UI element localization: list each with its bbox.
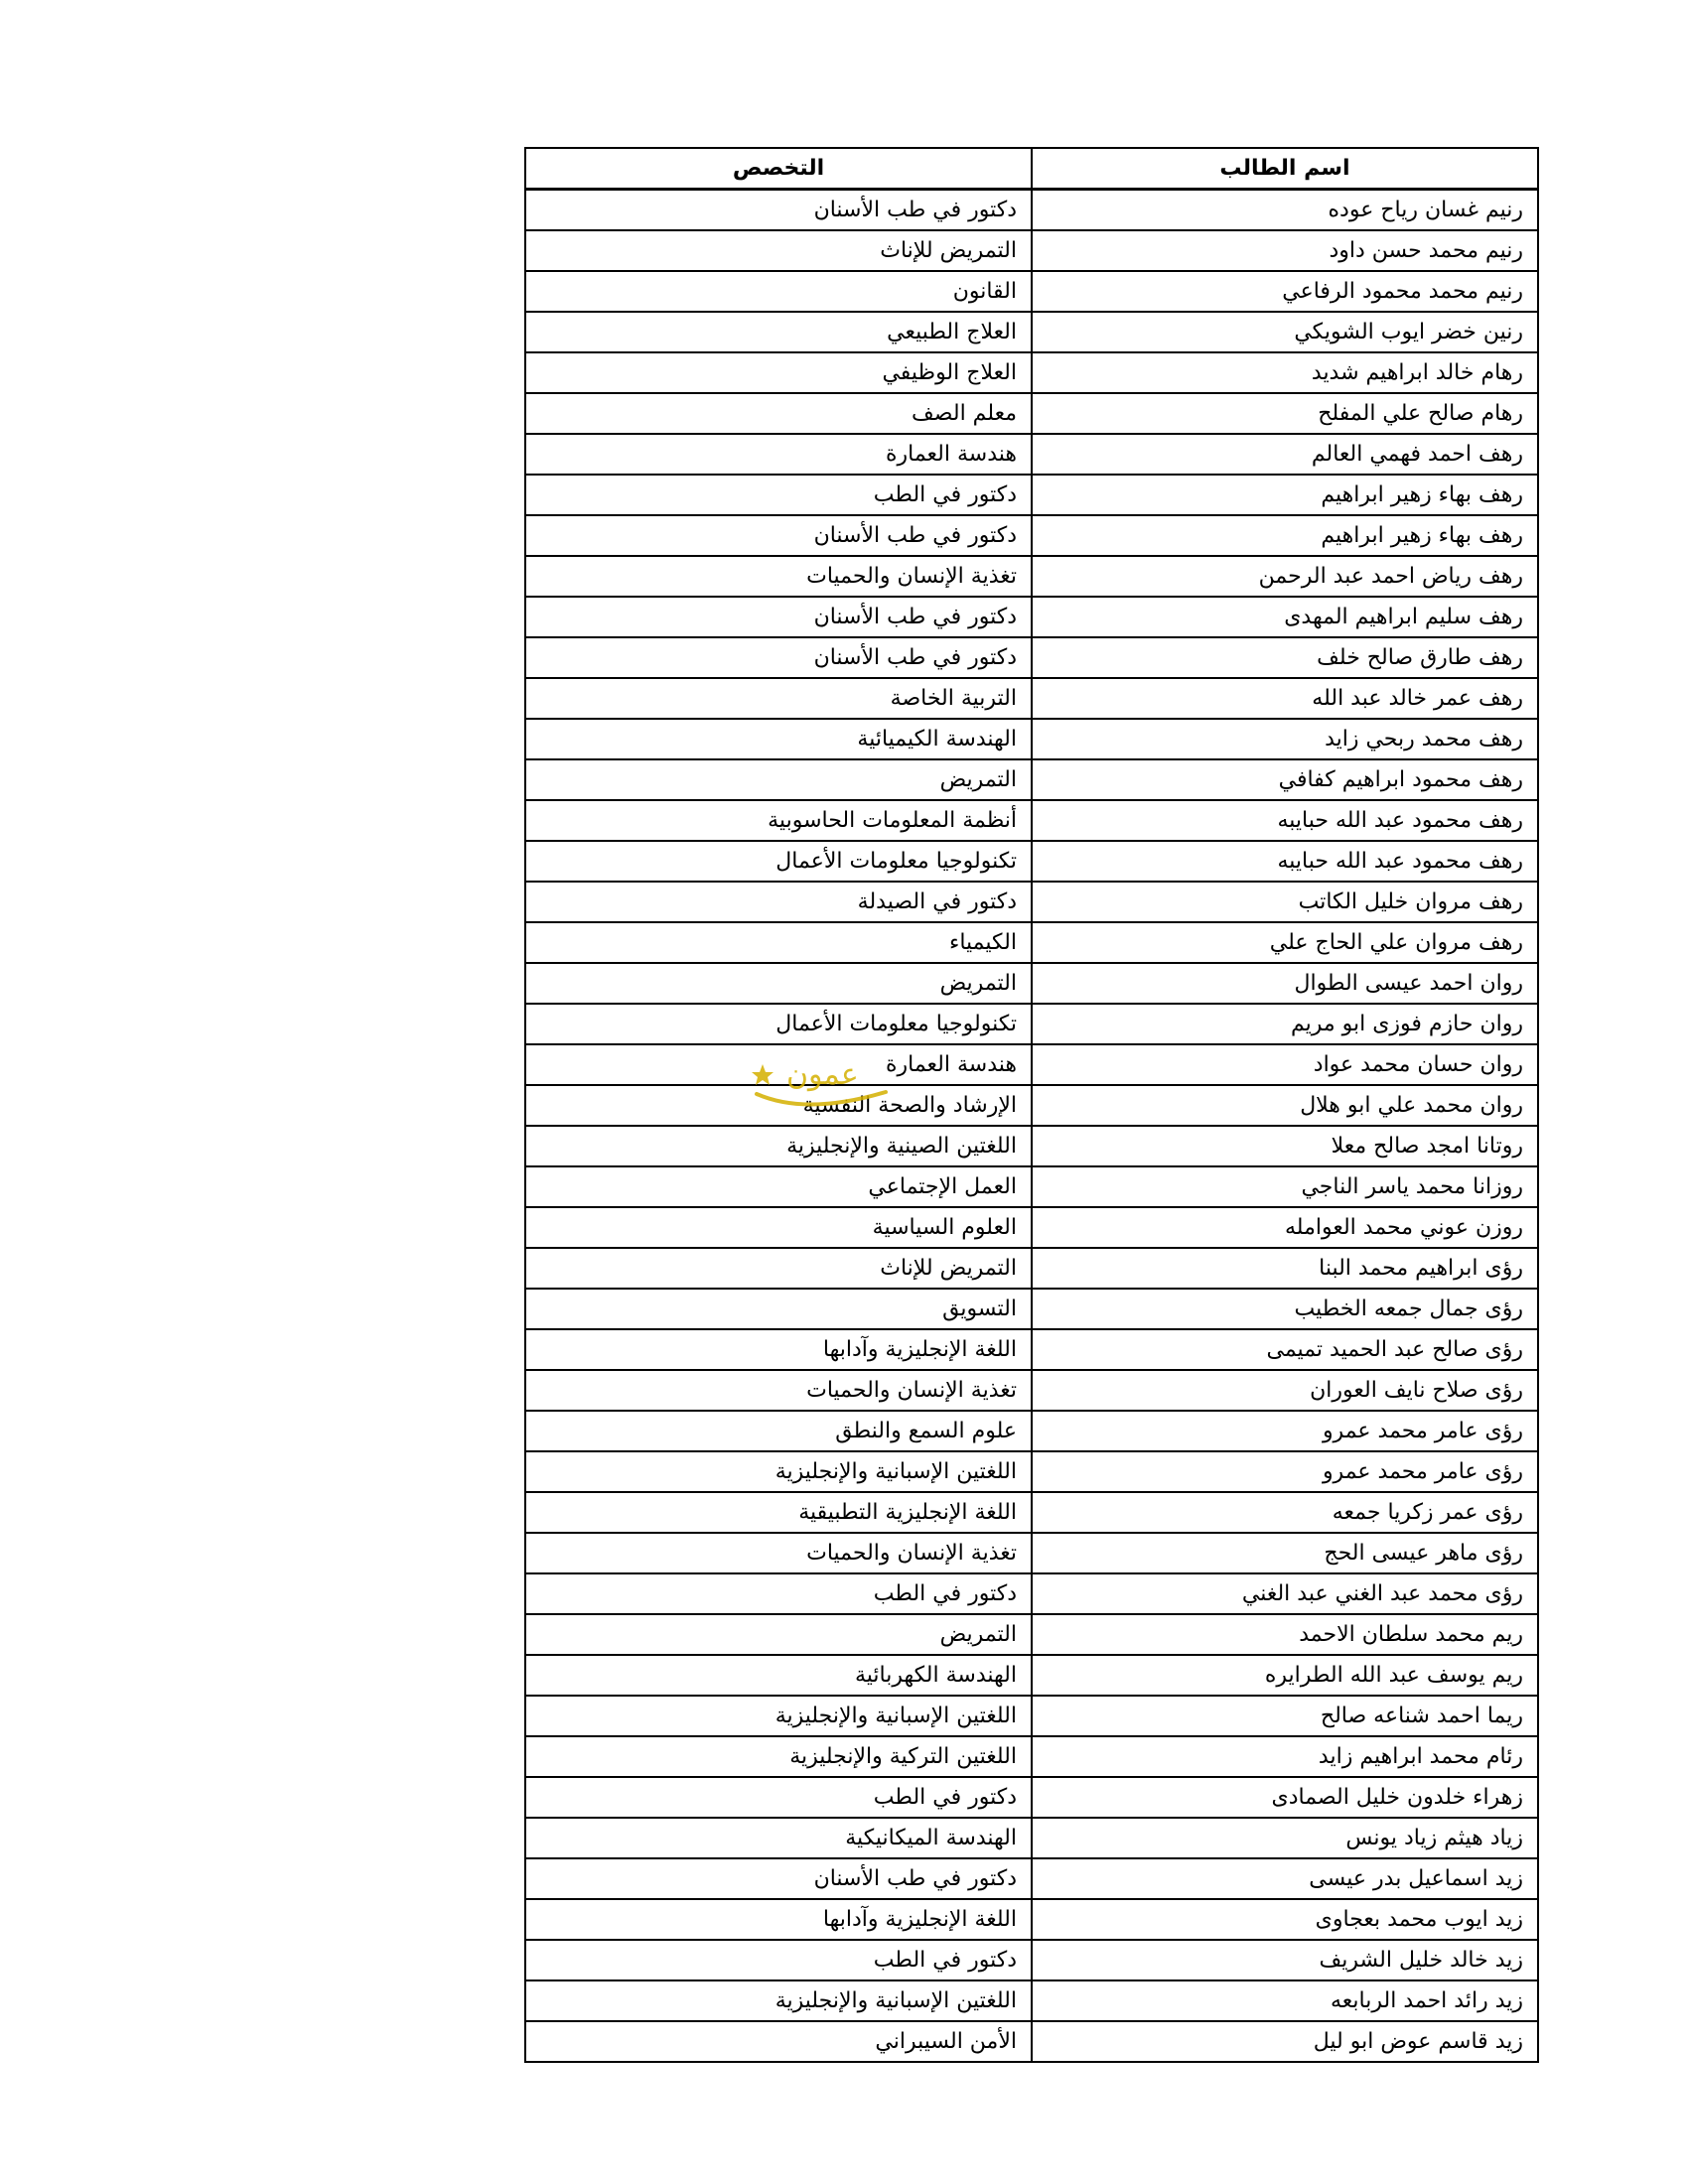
student-name-cell: ريم يوسف عبد الله الطرايره — [1032, 1655, 1538, 1696]
major-cell: تغذية الإنسان والحميات — [525, 556, 1032, 597]
major-cell: التمريض للإناث — [525, 230, 1032, 271]
major-cell: دكتور في طب الأسنان — [525, 637, 1032, 678]
table-row — [525, 800, 1538, 841]
table-row — [525, 1085, 1538, 1126]
student-name-cell: روزن عوني محمد العوامله — [1032, 1207, 1538, 1248]
table-row — [525, 312, 1538, 352]
table-row — [525, 1207, 1538, 1248]
table-row — [525, 678, 1538, 719]
student-name-cell: رئام محمد ابراهيم زايد — [1032, 1736, 1538, 1777]
student-name-cell: رهف محمد ربحي زايد — [1032, 719, 1538, 759]
student-name-cell: روان حازم فوزى ابو مريم — [1032, 1004, 1538, 1044]
table-header — [525, 148, 1538, 190]
major-cell: اللغة الإنجليزية التطبيقية — [525, 1492, 1032, 1533]
major-cell: اللغتين الصينية والإنجليزية — [525, 1126, 1032, 1166]
table-row — [525, 1940, 1538, 1980]
major-cell: التمريض للإناث — [525, 1248, 1032, 1289]
student-name-cell: روان محمد علي ابو هلال — [1032, 1085, 1538, 1126]
major-cell: دكتور في الطب — [525, 475, 1032, 515]
table-row — [525, 1736, 1538, 1777]
table-row — [525, 597, 1538, 637]
major-cell: تكنولوجيا معلومات الأعمال — [525, 841, 1032, 882]
table-row — [525, 1573, 1538, 1614]
major-cell: اللغتين الإسبانية والإنجليزية — [525, 1451, 1032, 1492]
student-name-cell: زهراء خلدون خليل الصمادى — [1032, 1777, 1538, 1818]
student-name-cell: رهف سليم ابراهيم المهدى — [1032, 597, 1538, 637]
student-name-cell: زيد رائد احمد الربابعه — [1032, 1980, 1538, 2021]
header-row — [525, 148, 1538, 190]
student-name-cell: زيد ايوب محمد بعجاوى — [1032, 1899, 1538, 1940]
table-row — [525, 922, 1538, 963]
table-row — [525, 1248, 1538, 1289]
student-name-cell: رؤى جمال جمعه الخطيب — [1032, 1289, 1538, 1329]
student-name-cell: زيد اسماعيل بدر عيسى — [1032, 1858, 1538, 1899]
student-name-cell: رؤى صالح عبد الحميد تميمى — [1032, 1329, 1538, 1370]
students-table — [524, 147, 1539, 2063]
table-row — [525, 1411, 1538, 1451]
major-cell: دكتور في طب الأسنان — [525, 515, 1032, 556]
major-cell: دكتور في الطب — [525, 1940, 1032, 1980]
header-major: التخصص — [525, 148, 1032, 190]
table-row — [525, 1126, 1538, 1166]
table-row — [525, 1289, 1538, 1329]
major-cell: هندسة العمارة — [525, 1044, 1032, 1085]
student-name-cell: ريم محمد سلطان الاحمد — [1032, 1614, 1538, 1655]
table-row — [525, 719, 1538, 759]
major-cell: دكتور في الطب — [525, 1777, 1032, 1818]
table-row — [525, 352, 1538, 393]
major-cell: الهندسة الكيميائية — [525, 719, 1032, 759]
student-name-cell: رهف رياض احمد عبد الرحمن — [1032, 556, 1538, 597]
student-name-cell: رهف محمود عبد الله حبايبه — [1032, 800, 1538, 841]
table-row — [525, 963, 1538, 1004]
table-row — [525, 556, 1538, 597]
student-name-cell: رؤى ابراهيم محمد البنا — [1032, 1248, 1538, 1289]
major-cell: دكتور في الطب — [525, 1573, 1032, 1614]
table-row — [525, 190, 1538, 231]
student-name-cell: روتانا امجد صالح معلا — [1032, 1126, 1538, 1166]
student-name-cell: رهام صالح علي المفلح — [1032, 393, 1538, 434]
major-cell: القانون — [525, 271, 1032, 312]
table-row — [525, 393, 1538, 434]
table-row — [525, 1044, 1538, 1085]
major-cell: الهندسة الميكانيكية — [525, 1818, 1032, 1858]
student-name-cell: رؤى محمد عبد الغني عبد الغني — [1032, 1573, 1538, 1614]
major-cell: اللغتين الإسبانية والإنجليزية — [525, 1980, 1032, 2021]
table-row — [525, 1614, 1538, 1655]
major-cell: اللغتين التركية والإنجليزية — [525, 1736, 1032, 1777]
major-cell: التمريض — [525, 1614, 1032, 1655]
major-cell: اللغة الإنجليزية وآدابها — [525, 1329, 1032, 1370]
major-cell: علوم السمع والنطق — [525, 1411, 1032, 1451]
major-cell: الكيمياء — [525, 922, 1032, 963]
table-row — [525, 1818, 1538, 1858]
major-cell: اللغتين الإسبانية والإنجليزية — [525, 1696, 1032, 1736]
major-cell: دكتور في الصيدلة — [525, 882, 1032, 922]
student-name-cell: رنيم محمد حسن داود — [1032, 230, 1538, 271]
table-row — [525, 1166, 1538, 1207]
student-name-cell: رهف احمد فهمي العالم — [1032, 434, 1538, 475]
student-name-cell: رهف عمر خالد عبد الله — [1032, 678, 1538, 719]
table-row — [525, 1370, 1538, 1411]
major-cell: هندسة العمارة — [525, 434, 1032, 475]
student-name-cell: رنيم غسان رياح عوده — [1032, 190, 1538, 231]
student-name-cell: رؤى عامر محمد عمرو — [1032, 1451, 1538, 1492]
major-cell: دكتور في طب الأسنان — [525, 597, 1032, 637]
student-name-cell: رؤى عمر زكريا جمعه — [1032, 1492, 1538, 1533]
table-row — [525, 230, 1538, 271]
student-name-cell: رهف محمود ابراهيم كفافي — [1032, 759, 1538, 800]
table-row — [525, 1533, 1538, 1573]
header-student-name: اسم الطالب — [1032, 148, 1538, 190]
table-row — [525, 434, 1538, 475]
table-row — [525, 759, 1538, 800]
table-row — [525, 882, 1538, 922]
student-name-cell: رهام خالد ابراهيم شديد — [1032, 352, 1538, 393]
student-name-cell: رهف مروان علي الحاج علي — [1032, 922, 1538, 963]
major-cell: التمريض — [525, 759, 1032, 800]
table-row — [525, 1004, 1538, 1044]
student-name-cell: رهف طارق صالح خلف — [1032, 637, 1538, 678]
student-name-cell: رنيم محمد محمود الرفاعي — [1032, 271, 1538, 312]
major-cell: تغذية الإنسان والحميات — [525, 1370, 1032, 1411]
student-name-cell: رؤى صلاح نايف العوران — [1032, 1370, 1538, 1411]
table-row — [525, 1655, 1538, 1696]
major-cell: معلم الصف — [525, 393, 1032, 434]
watermark-text: عمون — [786, 1057, 859, 1092]
student-name-cell: رهف بهاء زهير ابراهيم — [1032, 475, 1538, 515]
major-cell: العلاج الطبيعي — [525, 312, 1032, 352]
major-cell: التمريض — [525, 963, 1032, 1004]
major-cell: تغذية الإنسان والحميات — [525, 1533, 1032, 1573]
student-name-cell: رؤى عامر محمد عمرو — [1032, 1411, 1538, 1451]
student-name-cell: رهف محمود عبد الله حبايبه — [1032, 841, 1538, 882]
major-cell: تكنولوجيا معلومات الأعمال — [525, 1004, 1032, 1044]
table-row — [525, 475, 1538, 515]
major-cell: دكتور في طب الأسنان — [525, 190, 1032, 231]
major-cell: الإرشاد والصحة النفسية — [525, 1085, 1032, 1126]
table-row — [525, 1329, 1538, 1370]
major-cell: دكتور في طب الأسنان — [525, 1858, 1032, 1899]
major-cell: العلاج الوظيفي — [525, 352, 1032, 393]
major-cell: العلوم السياسية — [525, 1207, 1032, 1248]
major-cell: اللغة الإنجليزية وآدابها — [525, 1899, 1032, 1940]
student-name-cell: روزانا محمد ياسر الناجي — [1032, 1166, 1538, 1207]
major-cell: التربية الخاصة — [525, 678, 1032, 719]
table-row — [525, 1492, 1538, 1533]
table-row — [525, 2021, 1538, 2062]
table-body — [525, 190, 1538, 2063]
major-cell: العمل الإجتماعي — [525, 1166, 1032, 1207]
student-name-cell: زيد قاسم عوض ابو ليل — [1032, 2021, 1538, 2062]
student-name-cell: ريما احمد شناعه صالح — [1032, 1696, 1538, 1736]
table-row — [525, 1451, 1538, 1492]
major-cell: الهندسة الكهربائية — [525, 1655, 1032, 1696]
student-name-cell: رهف مروان خليل الكاتب — [1032, 882, 1538, 922]
table-row — [525, 1980, 1538, 2021]
student-name-cell: رهف بهاء زهير ابراهيم — [1032, 515, 1538, 556]
student-name-cell: رؤى ماهر عيسى الحج — [1032, 1533, 1538, 1573]
student-name-cell: روان احمد عيسى الطوال — [1032, 963, 1538, 1004]
table-row — [525, 1899, 1538, 1940]
table-row — [525, 515, 1538, 556]
student-name-cell: زياد هيثم زياد يونس — [1032, 1818, 1538, 1858]
student-name-cell: روان حسان محمد عواد — [1032, 1044, 1538, 1085]
table-row — [525, 1858, 1538, 1899]
major-cell: التسويق — [525, 1289, 1032, 1329]
major-cell: الأمن السيبراني — [525, 2021, 1032, 2062]
table-row — [525, 271, 1538, 312]
student-name-cell: زيد خالد خليل الشريف — [1032, 1940, 1538, 1980]
major-cell: أنظمة المعلومات الحاسوبية — [525, 800, 1032, 841]
table-row — [525, 841, 1538, 882]
table-row — [525, 1696, 1538, 1736]
table-row — [525, 1777, 1538, 1818]
table-row — [525, 637, 1538, 678]
student-name-cell: رنين خضر ايوب الشويكي — [1032, 312, 1538, 352]
